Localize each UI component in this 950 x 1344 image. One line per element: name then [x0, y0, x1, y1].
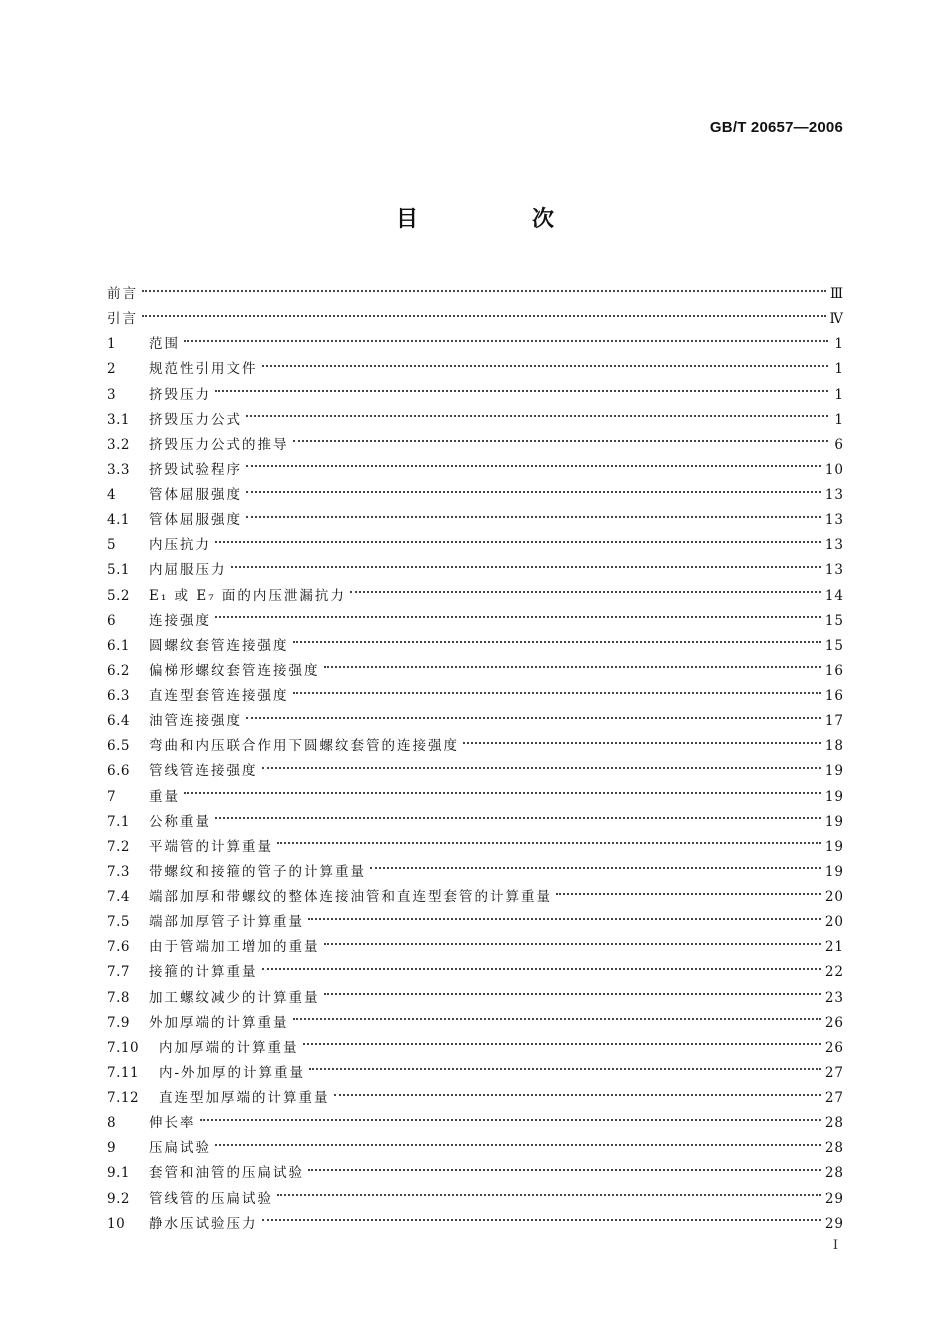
dot-leader: [215, 390, 828, 392]
dot-leader: [293, 440, 829, 442]
toc-entry-page: 16: [824, 662, 844, 679]
toc-entry-page: Ⅲ: [829, 286, 844, 302]
toc-entry[interactable]: [107, 383, 844, 408]
standard-code: GB/T 20657—2006: [709, 119, 843, 136]
toc-entry-page: 20: [824, 889, 844, 905]
toc-entry-number: 7.7: [107, 964, 130, 981]
dot-leader: [246, 465, 821, 467]
toc-entry[interactable]: [107, 1187, 844, 1212]
toc-entry-number: 9.2: [107, 1190, 130, 1207]
dot-leader: [142, 315, 826, 317]
toc-entry-page: 28: [824, 1140, 844, 1157]
toc-entry[interactable]: [107, 533, 844, 558]
toc-entry-number: 10: [107, 1215, 126, 1232]
dot-leader: [262, 365, 829, 367]
toc-entry-label: 静水压试验压力: [149, 1215, 258, 1232]
dot-leader: [309, 1068, 821, 1070]
toc-entry-number: 7.5: [107, 914, 130, 931]
toc-entry[interactable]: [107, 1161, 844, 1186]
toc-entry[interactable]: [107, 709, 844, 734]
toc-entry[interactable]: [107, 1036, 844, 1061]
toc-entry-page: 19: [824, 763, 844, 780]
toc-entry-label: 套管和油管的压扁试验: [149, 1165, 304, 1182]
toc-entry-label: 内-外加厚的计算重量: [159, 1064, 306, 1081]
toc-entry-page: 1: [834, 336, 844, 353]
dot-leader: [308, 918, 821, 920]
toc-entry[interactable]: [107, 810, 844, 835]
dot-leader: [463, 742, 821, 744]
toc-entry-label: 挤毁压力公式: [149, 411, 242, 428]
toc-entry-number: 6: [107, 612, 117, 629]
toc-entry-label: 端部加厚和带螺纹的整体连接油管和直连型套管的计算重量: [149, 889, 552, 905]
dot-leader: [334, 1094, 821, 1096]
dot-leader: [246, 516, 821, 518]
table-of-contents: [107, 282, 844, 1237]
toc-entry-number: 7.2: [107, 838, 130, 855]
toc-entry-page: 10: [824, 461, 844, 478]
dot-leader: [184, 792, 821, 794]
toc-entry-page: 17: [824, 713, 844, 730]
toc-entry-page: 19: [824, 813, 844, 830]
toc-entry-number: 7.8: [107, 989, 130, 1006]
toc-entry-page: 19: [824, 863, 844, 880]
toc-entry-label: 前言: [107, 286, 138, 302]
dot-leader: [324, 993, 821, 995]
toc-entry-label: 管线管连接强度: [149, 763, 258, 780]
toc-entry-page: 15: [824, 637, 844, 654]
toc-entry-number: 7.12: [107, 1090, 140, 1106]
toc-entry[interactable]: [107, 584, 844, 609]
toc-entry-label: 直连型加厚端的计算重量: [159, 1090, 330, 1106]
toc-entry-label: 油管连接强度: [149, 713, 242, 730]
toc-entry[interactable]: [107, 1061, 844, 1086]
toc-entry[interactable]: [107, 307, 844, 332]
toc-entry-page: 13: [824, 562, 844, 579]
toc-entry-label: 偏梯形螺纹套管连接强度: [149, 662, 320, 679]
toc-entry-label: 管线管的压扁试验: [149, 1190, 273, 1207]
dot-leader: [262, 767, 821, 769]
dot-leader: [231, 566, 821, 568]
toc-entry[interactable]: [107, 458, 844, 483]
dot-leader: [184, 340, 828, 342]
toc-entry-label: 连接强度: [149, 612, 211, 629]
toc-entry-page: 26: [824, 1039, 844, 1056]
toc-entry-label: 管体屈服强度: [149, 512, 242, 529]
dot-leader: [246, 491, 821, 493]
toc-entry-number: 4.1: [107, 512, 130, 529]
dot-leader: [215, 616, 821, 618]
toc-entry[interactable]: [107, 433, 844, 458]
toc-entry-page: 21: [824, 939, 844, 956]
toc-entry-page: 6: [834, 436, 844, 453]
toc-entry-number: 7.4: [107, 889, 130, 905]
toc-entry-number: 7.11: [107, 1064, 140, 1081]
toc-entry-number: 7.10: [107, 1039, 140, 1056]
toc-entry-page: 19: [824, 838, 844, 855]
toc-entry-number: 4: [107, 487, 117, 503]
toc-entry-label: 直连型套管连接强度: [149, 688, 289, 704]
dot-leader: [262, 968, 821, 970]
toc-entry-page: 28: [824, 1115, 844, 1132]
toc-entry[interactable]: [107, 634, 844, 659]
toc-entry-number: 1: [107, 336, 117, 353]
toc-entry[interactable]: [107, 910, 844, 935]
toc-entry-label: 接箍的计算重量: [149, 964, 258, 981]
toc-entry-label: 圆螺纹套管连接强度: [149, 637, 289, 654]
dot-leader: [215, 1144, 821, 1146]
dot-leader: [293, 1018, 821, 1020]
toc-entry-number: 3.2: [107, 436, 130, 453]
toc-entry[interactable]: [107, 332, 844, 357]
toc-entry[interactable]: [107, 357, 844, 382]
toc-entry-label: 平端管的计算重量: [149, 838, 273, 855]
toc-entry[interactable]: [107, 609, 844, 634]
toc-entry-page: 1: [834, 361, 844, 378]
toc-entry[interactable]: [107, 835, 844, 860]
toc-entry-number: 8: [107, 1115, 117, 1132]
toc-entry[interactable]: [107, 1136, 844, 1161]
toc-entry-page: 1: [834, 386, 844, 403]
dot-leader: [277, 842, 821, 844]
dot-leader: [324, 943, 821, 945]
toc-entry[interactable]: [107, 860, 844, 885]
toc-entry[interactable]: [107, 659, 844, 684]
toc-entry-page: 1: [834, 411, 844, 428]
toc-entry-label: 伸长率: [149, 1115, 196, 1132]
dot-leader: [277, 1194, 821, 1196]
toc-entry-label: 重量: [149, 788, 180, 805]
toc-entry-number: 3.3: [107, 461, 130, 478]
dot-leader: [215, 817, 821, 819]
toc-entry-number: 6.2: [107, 662, 130, 679]
toc-entry-number: 6.3: [107, 688, 130, 704]
toc-entry-number: 6.6: [107, 763, 130, 780]
dot-leader: [246, 415, 828, 417]
dot-leader: [293, 692, 821, 694]
toc-entry-page: 29: [824, 1215, 844, 1232]
dot-leader: [293, 641, 821, 643]
toc-entry-page: 27: [824, 1064, 844, 1081]
toc-entry[interactable]: [107, 1111, 844, 1136]
toc-entry[interactable]: [107, 558, 844, 583]
toc-entry-label: 内屈服压力: [149, 562, 227, 579]
toc-entry-page: 14: [824, 587, 844, 604]
toc-entry-label: 引言: [107, 311, 138, 328]
dot-leader: [303, 1043, 821, 1045]
toc-entry-number: 5.2: [107, 587, 130, 604]
toc-entry-label: 挤毁压力公式的推导: [149, 436, 289, 453]
toc-entry-label: 由于管端加工增加的重量: [149, 939, 320, 956]
toc-entry[interactable]: [107, 885, 844, 910]
toc-entry[interactable]: [107, 684, 844, 709]
toc-entry-page: 20: [824, 914, 844, 931]
toc-entry-page: 15: [824, 612, 844, 629]
dot-leader: [350, 591, 821, 593]
toc-entry-page: 18: [824, 738, 844, 755]
toc-entry-page: 13: [824, 487, 844, 503]
toc-entry-number: 2: [107, 361, 117, 378]
toc-entry-number: 5.1: [107, 562, 130, 579]
toc-entry-page: 16: [824, 688, 844, 704]
toc-entry[interactable]: [107, 282, 844, 307]
dot-leader: [142, 290, 826, 292]
toc-entry[interactable]: [107, 1212, 844, 1237]
toc-entry-label: 外加厚端的计算重量: [149, 1014, 289, 1031]
toc-entry[interactable]: [107, 483, 844, 508]
toc-entry-page: 27: [824, 1090, 844, 1106]
toc-entry[interactable]: [107, 1086, 844, 1111]
toc-entry-label: 带螺纹和接箍的管子的计算重量: [149, 863, 366, 880]
toc-entry[interactable]: [107, 734, 844, 759]
toc-entry-label: 弯曲和内压联合作用下圆螺纹套管的连接强度: [149, 738, 459, 755]
toc-entry-number: 9.1: [107, 1165, 130, 1182]
toc-entry[interactable]: [107, 986, 844, 1011]
toc-entry-page: Ⅳ: [829, 311, 844, 328]
page-title: 目 次: [395, 207, 600, 232]
dot-leader: [556, 893, 821, 895]
toc-entry-label: 压扁试验: [149, 1140, 211, 1157]
dot-leader: [308, 1169, 821, 1171]
toc-entry-label: 端部加厚管子计算重量: [149, 914, 304, 931]
toc-entry[interactable]: [107, 408, 844, 433]
toc-entry-number: 9: [107, 1140, 117, 1157]
toc-entry-number: 6.5: [107, 738, 130, 755]
toc-entry-number: 3: [107, 386, 117, 403]
toc-entry-label: 公称重量: [149, 813, 211, 830]
dot-leader: [246, 717, 821, 719]
toc-entry-label: 范围: [149, 336, 180, 353]
toc-entry-number: 3.1: [107, 411, 130, 428]
toc-entry[interactable]: [107, 759, 844, 784]
toc-entry[interactable]: [107, 1011, 844, 1036]
page-number: Ⅰ: [832, 1238, 838, 1253]
toc-entry-label: 管体屈服强度: [149, 487, 242, 503]
toc-entry-page: 19: [824, 788, 844, 805]
dot-leader: [215, 541, 821, 543]
toc-entry[interactable]: [107, 508, 844, 533]
toc-entry-page: 13: [824, 512, 844, 529]
dot-leader: [324, 666, 821, 668]
toc-entry-label: 挤毁试验程序: [149, 461, 242, 478]
dot-leader: [200, 1119, 821, 1121]
toc-entry-page: 23: [824, 989, 844, 1006]
toc-entry-number: 7.6: [107, 939, 130, 956]
toc-entry-number: 7.3: [107, 863, 130, 880]
toc-entry-label: 内压抗力: [149, 537, 211, 554]
dot-leader: [370, 867, 821, 869]
toc-entry-label: 内加厚端的计算重量: [159, 1039, 299, 1056]
toc-entry-page: 28: [824, 1165, 844, 1182]
toc-entry[interactable]: [107, 785, 844, 810]
toc-entry-label: 挤毁压力: [149, 386, 211, 403]
toc-entry-number: 6.1: [107, 637, 130, 654]
toc-entry-number: 7.1: [107, 813, 130, 830]
toc-entry-number: 7: [107, 788, 117, 805]
toc-entry-page: 26: [824, 1014, 844, 1031]
toc-entry-page: 29: [824, 1190, 844, 1207]
toc-entry-label: 规范性引用文件: [149, 361, 258, 378]
toc-entry-page: 13: [824, 537, 844, 554]
toc-entry[interactable]: [107, 935, 844, 960]
toc-entry-number: 6.4: [107, 713, 130, 730]
toc-entry-label: 加工螺纹减少的计算重量: [149, 989, 320, 1006]
toc-entry-number: 5: [107, 537, 117, 554]
toc-entry-number: 7.9: [107, 1014, 130, 1031]
toc-entry[interactable]: [107, 960, 844, 985]
toc-entry-page: 22: [824, 964, 844, 981]
toc-entry-label: E₁ 或 E₇ 面的内压泄漏抗力: [149, 587, 346, 604]
dot-leader: [262, 1219, 821, 1221]
